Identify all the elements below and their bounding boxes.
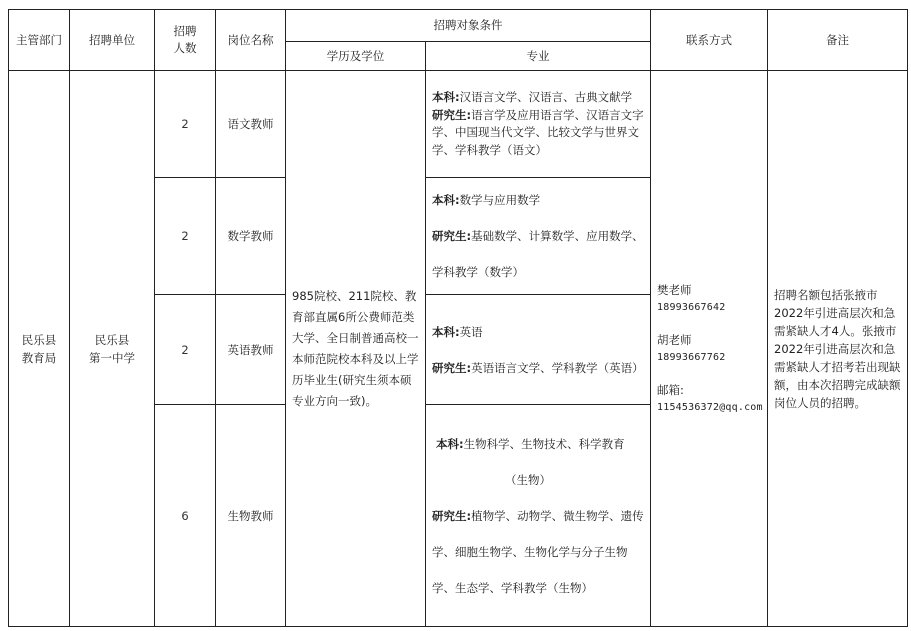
undergrad-label: 本科: <box>432 324 460 339</box>
header-count-line2: 人数 <box>173 41 197 55</box>
contact-cell <box>651 71 768 627</box>
major-cell <box>426 178 651 295</box>
post-cell: 生物教师 <box>216 405 286 627</box>
grad-majors: 语言学及应用语言学、汉语言文字学、中国现当代文学、比较文学与世界文学、学科教学（语文） <box>432 107 644 157</box>
dept-cell <box>9 71 70 627</box>
post-cell: 语文教师 <box>216 71 286 178</box>
major-cell <box>426 71 651 178</box>
dept-line2: 教育局 <box>21 350 57 365</box>
recruitment-table <box>8 9 908 627</box>
grad-majors: 英语语言文学、学科教学（英语） <box>471 360 644 375</box>
contact-phone-2: 18993667762 <box>657 351 726 363</box>
header-unit: 招聘单位 <box>70 10 155 71</box>
contact-name-2: 胡老师 <box>657 332 692 347</box>
grad-label: 研究生: <box>432 508 472 523</box>
header-count-line1: 招聘 <box>173 24 197 38</box>
grad-label: 研究生: <box>432 107 472 122</box>
grad-majors: 基础数学、计算数学、应用数学、学科教学（数学） <box>432 229 644 279</box>
count-cell: 2 <box>155 295 216 405</box>
undergrad-majors-tail: （生物） <box>505 472 551 487</box>
count-cell: 2 <box>155 178 216 295</box>
grad-label: 研究生: <box>432 360 472 375</box>
unit-cell <box>70 71 155 627</box>
major-cell <box>426 405 651 627</box>
header-dept: 主管部门 <box>9 10 70 71</box>
unit-line2: 第一中学 <box>89 350 135 365</box>
remarks-cell: 招聘名额包括张掖市2022年引进高层次和急需紧缺人才4人。张掖市2022年引进高层次和急需紧缺人才招考若出现缺额，由本次招聘完成缺额岗位人员的招聘。 <box>768 71 908 627</box>
grad-label: 研究生: <box>432 229 472 243</box>
count-cell: 6 <box>155 405 216 627</box>
contact-name-1: 樊老师 <box>657 282 692 297</box>
undergrad-majors: 汉语言文学、汉语言、古典文献学 <box>459 90 633 104</box>
header-post: 岗位名称 <box>216 10 286 71</box>
header-count <box>155 10 216 71</box>
post-cell: 数学教师 <box>216 178 286 295</box>
undergrad-majors: 生物科学、生物技术、科学教育 <box>463 436 625 451</box>
grad-majors: 植物学、动物学、微生物学、遗传学、细胞生物学、生物化学与分子生物学、生态学、学科教学（生物） <box>432 508 644 595</box>
education-requirement: 985院校、211院校、教育部直属6所公费师范类大学、全日制普通高校一本师范院校本科及以上学历毕业生(研究生须本硕专业方向一致)。 <box>286 71 426 627</box>
undergrad-majors: 英语 <box>459 324 483 339</box>
unit-line1: 民乐县 <box>94 332 130 347</box>
undergrad-majors: 数学与应用数学 <box>459 193 541 207</box>
undergrad-label: 本科: <box>436 436 464 451</box>
major-cell <box>426 295 651 405</box>
contact-email: 1154536372@qq.com <box>657 401 763 413</box>
header-remarks: 备注 <box>768 10 908 71</box>
post-cell: 英语教师 <box>216 295 286 405</box>
contact-phone-1: 18993667642 <box>657 301 726 313</box>
undergrad-label: 本科: <box>432 90 460 104</box>
count-cell: 2 <box>155 71 216 178</box>
email-label: 邮箱: <box>657 382 684 397</box>
header-education: 学历及学位 <box>286 41 426 70</box>
header-conditions: 招聘对象条件 <box>286 10 651 42</box>
header-contact: 联系方式 <box>651 10 768 71</box>
undergrad-label: 本科: <box>432 193 460 207</box>
header-major: 专业 <box>426 41 651 70</box>
dept-line1: 民乐县 <box>21 332 57 347</box>
